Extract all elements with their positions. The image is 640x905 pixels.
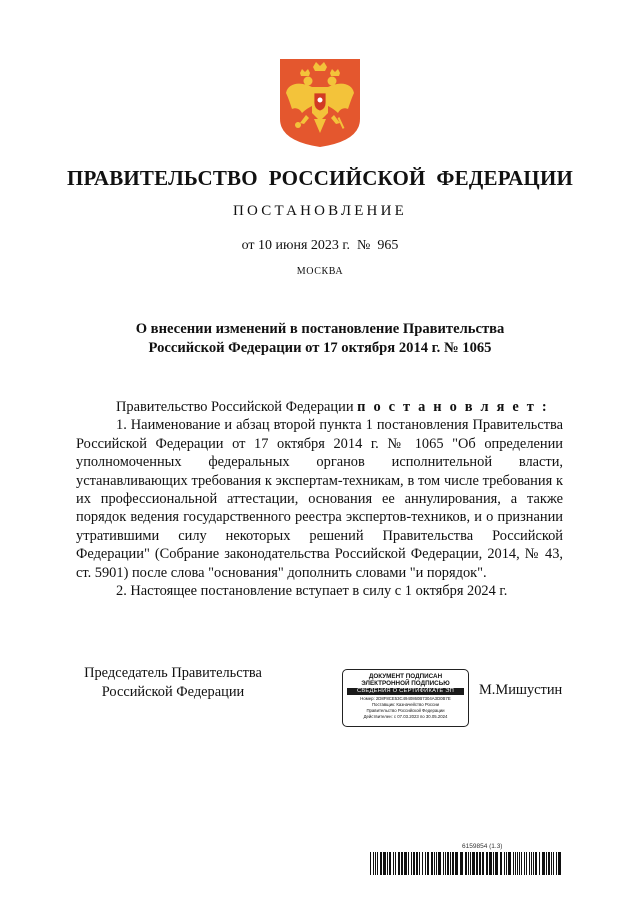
document-body [76, 398, 563, 600]
stamp-issuer: Поставщик: Казначейство России [371, 702, 440, 707]
subject-line: Российской Федерации от 17 октября 2014 г. № 1065 [148, 340, 492, 356]
document-date-number: от 10 июня 2023 г. № 965 [241, 238, 399, 253]
signer-name: М.Мишустин [479, 682, 563, 698]
document-subject [100, 320, 540, 358]
stamp-cert-number: Номер: 2D8F8CE53C4940860B7304A3D0B7E [360, 696, 451, 701]
subject-line: О внесении изменений в постановление Правительства [135, 321, 505, 337]
signer-position-line: Председатель Правительства [84, 665, 262, 681]
decree-word: п о с т а н о в л я е т : [357, 399, 549, 415]
document-city: МОСКВА [296, 266, 344, 277]
stamp-validity: Действителен: с 07.03.2023 по 30.05.2024 [363, 714, 448, 719]
decree-intro [76, 398, 563, 416]
stamp-cert-header: СВЕДЕНИЯ О СЕРТИФИКАТЕ ЭП [347, 688, 464, 695]
document-type: ПОСТАНОВЛЕНИЕ [233, 203, 407, 219]
signer-position [76, 664, 270, 701]
barcode-label: 6159854 (1.3) [462, 843, 503, 850]
decree-item-2: 2. Настоящее постановление вступает в силу с 1 октября 2024 г. [116, 583, 508, 600]
signer-position-line: Российской Федерации [101, 683, 245, 700]
government-title: ПРАВИТЕЛЬСТВО РОССИЙСКОЙ ФЕДЕРАЦИИ [66, 166, 574, 190]
decree-intro-text: Правительство Российской Федерации [116, 399, 354, 415]
stamp-issuer: Правительство Российской Федерации [366, 708, 445, 713]
stamp-title: ЭЛЕКТРОННОЙ ПОДПИСЬЮ [361, 680, 450, 687]
coat-of-arms-icon [278, 57, 362, 149]
electronic-signature-stamp [342, 669, 469, 727]
stamp-title: ДОКУМЕНТ ПОДПИСАН [368, 673, 443, 680]
barcode-icon [370, 852, 562, 875]
decree-item-1: 1. Наименование и абзац второй пункта 1 постановления Правительства Российской Федерации от 17 октября 2014 г. № 1065 "Об определении уполномоченных федеральных органов исполнительной власти, устанавливающих требования к экспертам-техникам, в том числе требования к их профессиональной аттестации, основания ее аннулирования, а также порядок ведения государственного реестра экспертов-техников, и о признании утратившими силу некоторых решений Правительства Российской Федерации" (Собрание законодательства Российской Федерации, 2014, № 43, ст. 5901) после слова "основания" дополнить словами "и порядок". [76, 417, 563, 581]
